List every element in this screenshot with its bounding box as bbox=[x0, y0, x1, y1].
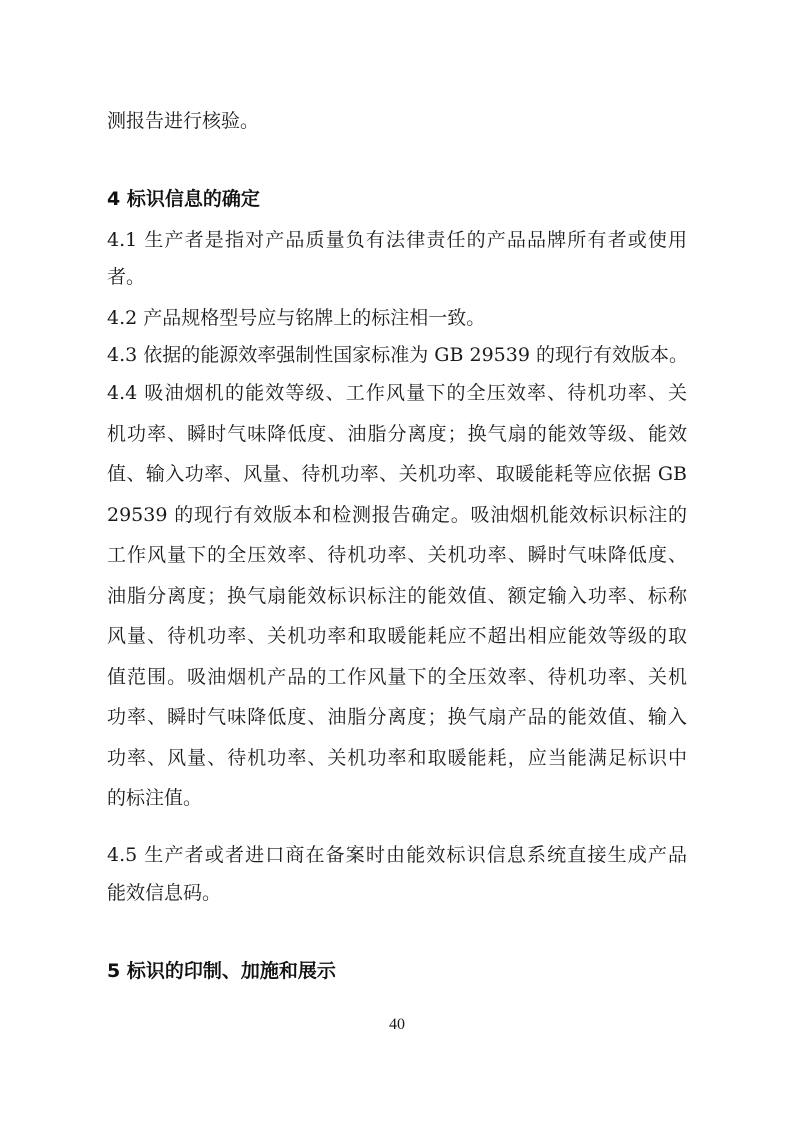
clause-4-4-line-11: 的标注值。 bbox=[107, 787, 203, 809]
clause-4-3: 4.3 依据的能源效率强制性国家标准为 GB 29539 的现行有效版本。 bbox=[107, 344, 688, 366]
page-number: 40 bbox=[389, 1016, 405, 1033]
clause-4-4-line-8: 值范围。吸油烟机产品的工作风量下的全压效率、待机功率、关机 bbox=[107, 666, 687, 688]
clause-4-4-line-1: 4.4 吸油烟机的能效等级、工作风量下的全压效率、待机功率、关 bbox=[107, 382, 687, 404]
clause-4-4-line-6: 油脂分离度；换气扇能效标识标注的能效值、额定输入功率、标称 bbox=[107, 585, 687, 607]
clause-4-4-line-7: 风量、待机功率、关机功率和取暖能耗应不超出相应能效等级的取 bbox=[107, 625, 687, 647]
clause-4-1-line-2: 者。 bbox=[107, 266, 146, 288]
clause-4-4-line-2: 机功率、瞬时气味降低度、油脂分离度；换气扇的能效等级、能效 bbox=[107, 423, 687, 445]
section-heading-4: 4 标识信息的确定 bbox=[107, 188, 260, 210]
clause-4-2: 4.2 产品规格型号应与铭牌上的标注相一致。 bbox=[107, 307, 486, 329]
section-heading-5: 5 标识的印制、加施和展示 bbox=[107, 960, 336, 982]
clause-4-5-line-1: 4.5 生产者或者进口商在备案时由能效标识信息系统直接生成产品 bbox=[107, 844, 687, 866]
clause-4-4-line-4: 29539 的现行有效版本和检测报告确定。吸油烟机能效标识标注的 bbox=[107, 504, 687, 526]
clause-4-4-line-9: 功率、瞬时气味降低度、油脂分离度；换气扇产品的能效值、输入 bbox=[107, 706, 687, 728]
clause-4-5-line-2: 能效信息码。 bbox=[107, 882, 222, 904]
clause-4-4-line-5: 工作风量下的全压效率、待机功率、关机功率、瞬时气味降低度、 bbox=[107, 544, 687, 566]
clause-4-4-line-3: 值、输入功率、风量、待机功率、关机功率、取暖能耗等应依据 GB bbox=[107, 463, 687, 485]
clause-4-4-line-10: 功率、风量、待机功率、关机功率和取暖能耗，应当能满足标识中 bbox=[107, 747, 687, 769]
clause-4-1-line-1: 4.1 生产者是指对产品质量负有法律责任的产品品牌所有者或使用 bbox=[107, 229, 687, 251]
text-line-continuation: 测报告进行核验。 bbox=[107, 110, 260, 132]
